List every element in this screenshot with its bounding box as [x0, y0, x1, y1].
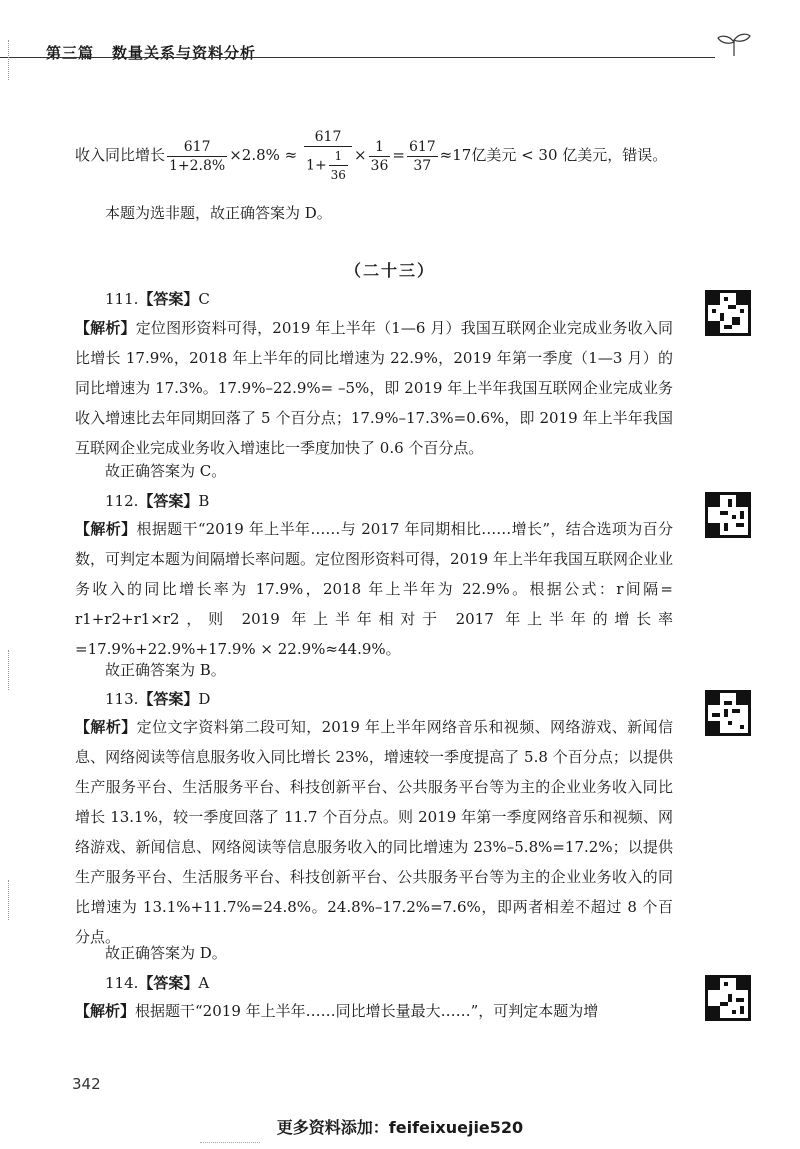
footer-note: 更多资料添加：feifeixuejie520: [276, 1118, 524, 1137]
binding-dots: [8, 650, 11, 690]
formula-prefix: 收入同比增长: [75, 146, 166, 164]
question-114-analysis: 【解析】根据题干“2019 年上半年……同比增长量最大……”，可判定本题为增: [75, 1002, 599, 1020]
qr-code[interactable]: [705, 975, 751, 1021]
question-113-conclusion: 故正确答案为 D。: [105, 944, 227, 962]
header-rule: [0, 57, 715, 58]
binding-dots: [8, 880, 11, 920]
page-number: 342: [72, 1075, 101, 1093]
question-113-analysis: 【解析】定位文字资料第二段可知，2019 年上半年网络音乐和视频、网络游戏、新闻信息、网络阅读等信息服务收入同比增长 23%，增速较一季度提高了 5.8 个百分点；以提供生产服务平台、生活服务平台、科技创新平台、公共服务平台等为主的企业业务收入同比增长 13.1%，较一季度回落了 11.7 个百分点。则 2019 年第一季度网络音乐和视频、网络游戏、新闻信息、网络阅读等信息服务收入的同比增速为 23%–5.8%=17.2%；以提供生产服务平台、生活服务平台、科技创新平台、公共服务平台等为主的企业业务收入的同比增速为 13.1%+11.7%=24.8%。24.8%–17.2%=7.6%，即两者相差不超过 8 个百分点。: [75, 718, 673, 946]
formula-line: 收入同比增长 $\frac{617}{1+2.8\%}$ ×2.8% ≈ 617 1+ $\frac{1}{36}$ × $\frac{1}{36}$ = $\frac{617}{37}$ ≈17亿美元 < 30 亿美元，错误。: [75, 129, 668, 182]
qr-code[interactable]: [705, 290, 751, 336]
intro-conclusion: 本题为选非题，故正确答案为 D。: [105, 204, 332, 222]
fraction: $\frac{617}{37}$: [408, 138, 436, 174]
question-111-analysis: 【解析】定位图形资料可得，2019 年上半年（1—6 月）我国互联网企业完成业务收入同比增长 17.9%，2018 年上半年的同比增速为 22.9%，2019 年第一季度（1—3 月）的同比增速为 17.3%。17.9%–22.9%= –5%，即 2019 年上半年我国互联网企业完成业务收入增速比去年同期回落了 5 个百分点；17.9%–17.3%=0.6%，即 2019 年上半年我国互联网企业完成业务收入增速比一季度加快了 0.6 个百分点。: [75, 319, 673, 457]
question-112-head: 112.【答案】B: [105, 492, 210, 510]
footer-dots: [200, 1142, 260, 1143]
qr-code[interactable]: [705, 690, 751, 736]
fraction: 617 1+ $\frac{1}{36}$: [304, 128, 352, 184]
question-111-head: 111.【答案】C: [105, 290, 210, 308]
chapter-title: 数量关系与资料分析: [112, 44, 257, 62]
sprout-icon: [714, 28, 754, 58]
question-112-conclusion: 故正确答案为 B。: [105, 661, 226, 679]
qr-code[interactable]: [705, 492, 751, 538]
part-label: 第三篇: [46, 44, 95, 62]
question-111-conclusion: 故正确答案为 C。: [105, 462, 227, 480]
running-header: [46, 42, 274, 63]
binding-dots: [8, 40, 11, 80]
formula-result: ≈17亿美元 < 30 亿美元，错误。: [439, 146, 668, 164]
question-112-analysis: 【解析】根据题干“2019 年上半年……与 2017 年同期相比……增长”，结合选项为百分数，可判定本题为间隔增长率问题。定位图形资料可得，2019 年上半年我国互联网企业业务收入的同比增长率为 17.9%，2018 年上半年为 22.9%。根据公式：r间隔= r1+r2+r1×r2，则 2019 年上半年相对于 2017 年上半年的增长率 =17.9%+22.9%+17.9% × 22.9%≈44.9%。: [75, 520, 673, 658]
question-113-head: 113.【答案】D: [105, 690, 211, 708]
fraction: $\frac{1}{36}$: [370, 138, 389, 174]
question-114-head: 114.【答案】A: [105, 974, 210, 992]
fraction: $\frac{617}{1+2.8\%}$: [169, 138, 226, 174]
section-title: （二十三）: [344, 261, 435, 280]
